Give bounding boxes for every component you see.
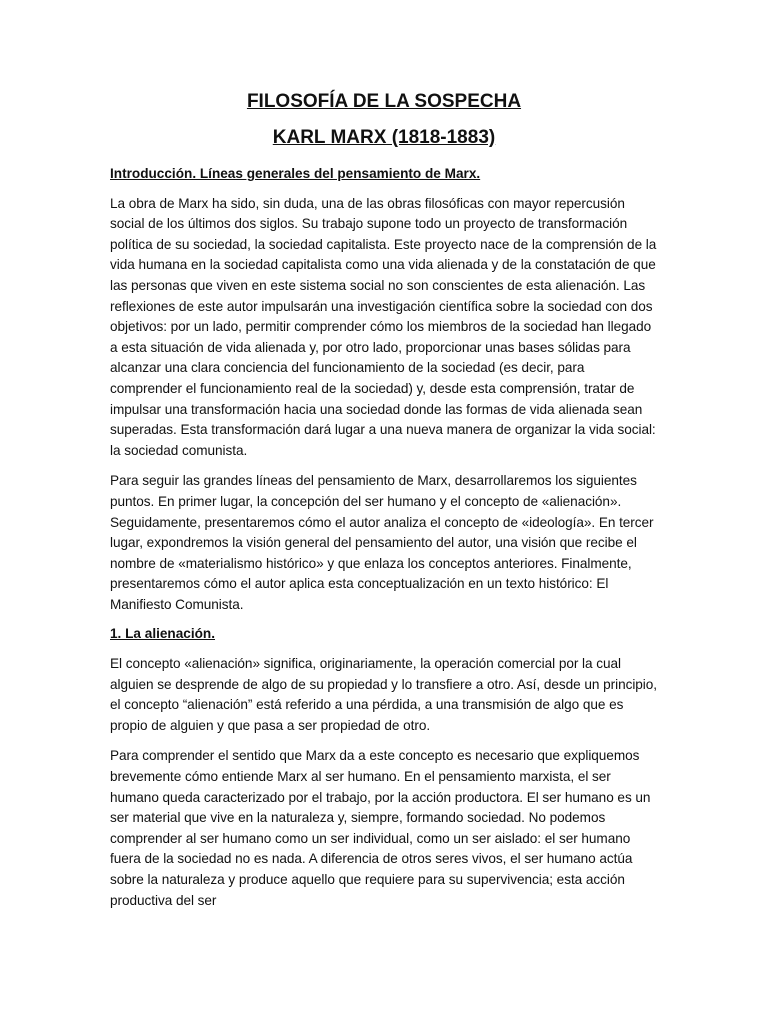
section-1-paragraph-2: Para comprender el sentido que Marx da a este concepto es necesario que expliquemos brevemente cómo entiende Marx al ser humano. En el pensamiento marxista, el ser humano queda caracterizado por el trabajo, por la acción productora. El ser humano es un ser material que vive en la naturaleza y, siempre, formando sociedad. No podemos comprender al ser humano como un ser individual, como un ser aislado: el ser humano fuera de la sociedad no es nada. A diferencia de otros seres vivos, el ser humano actúa sobre la naturaleza y produce aquello que requiere para su supervivencia; esta acción productiva del ser: [110, 748, 651, 908]
document-page: [110, 84, 658, 911]
section-1-paragraph-1: El concepto «alienación» significa, originariamente, la operación comercial por la cual alguien se desprende de algo de su propiedad y lo transfiere a otro. Así, desde un principio, el concepto “alienación” está referido a una pérdida, a una transmisión de algo que es propio de alguien y que pasa a ser propiedad de otro.: [110, 656, 658, 733]
section-1-heading: 1. La alienación.: [110, 626, 216, 642]
intro-paragraph-2: Para seguir las grandes líneas del pensamiento de Marx, desarrollaremos los siguientes puntos. En primer lugar, la concepción del ser humano y el concepto de «alienación». Seguidamente, presentaremos cómo el autor analiza el concepto de «ideología». En tercer lugar, expondremos la visión general del pensamiento del autor, una visión que recibe el nombre de «materialismo histórico» y que enlaza los conceptos anteriores. Finalmente, presentaremos cómo el autor aplica esta conceptualización en un texto histórico: El Manifiesto Comunista.: [110, 473, 654, 612]
intro-paragraph-1: La obra de Marx ha sido, sin duda, una de las obras filosóficas con mayor repercusión social de los últimos dos siglos. Su trabajo supone todo un proyecto de transformación política de su sociedad, la sociedad capitalista. Este proyecto nace de la comprensión de la vida humana en la sociedad capitalista como una vida alienada y de la constatación de que las personas que viven en este sistema social no son conscientes de esta alienación. Las reflexiones de este autor impulsarán una investigación científica sobre la sociedad con dos objetivos: por un lado, permitir comprender cómo los miembros de la sociedad han llegado a esta situación de vida alienada y, por otro lado, proporcionar unas bases sólidas para alcanzar una clara conciencia del funcionamiento de la sociedad (es decir, para comprender el funcionamiento real de la sociedad) y, desde esta comprensión, tratar de impulsar una transformación hacia una sociedad donde las formas de vida alienada sean superadas. Esta transformación dará lugar a una nueva manera de organizar la vida social: la sociedad comunista.: [110, 195, 657, 458]
document-title: FILOSOFÍA DE LA SOSPECHA: [246, 91, 522, 112]
document-subtitle: KARL MARX (1818-1883): [272, 127, 496, 148]
intro-heading: Introducción. Líneas generales del pensamiento de Marx.: [110, 166, 481, 181]
